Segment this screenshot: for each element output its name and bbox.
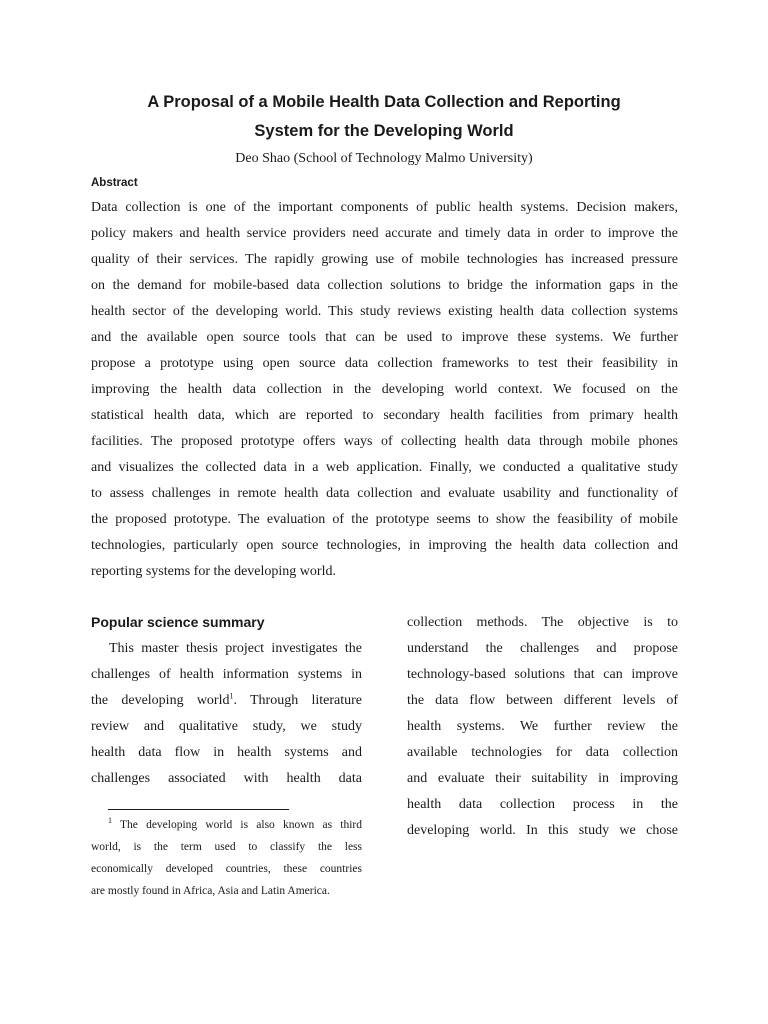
summary-line: challenges associated with health data — [91, 771, 362, 786]
summary-line: health data flow in health systems and — [91, 745, 362, 760]
footnote-text: The developing world is also known as third — [120, 819, 362, 831]
abstract-line: improving the health data collection in the developing world context. We focused on the — [91, 382, 678, 397]
abstract-line: policy makers and health service providers need accurate and timely data in order to improve the — [91, 226, 678, 241]
summary-line: This master thesis project investigates the — [109, 641, 362, 656]
summary-line: challenges of health information systems in — [91, 667, 362, 682]
abstract-line: on the demand for mobile-based data collection solutions to bridge the information gaps in the — [91, 278, 678, 293]
summary-line: developing world. In this study we chose — [407, 823, 678, 838]
abstract-body — [91, 195, 678, 585]
paper-title-line-1: A Proposal of a Mobile Health Data Collection and Reporting — [147, 93, 621, 111]
footnote-line — [91, 814, 362, 836]
abstract-line: the proposed prototype. The evaluation of the prototype seems to show the feasibility of mobile — [91, 512, 678, 527]
summary-line: available technologies for data collection — [407, 745, 678, 760]
summary-line: health systems. We further review the — [407, 719, 678, 734]
summary-line: review and qualitative study, we study — [91, 719, 362, 734]
summary-line: understand the challenges and propose — [407, 641, 678, 656]
summary-line: health data collection process in the — [407, 797, 678, 812]
abstract-line: reporting systems for the developing world. — [91, 564, 336, 579]
abstract-line: technologies, particularly open source technologies, in improving the health data collection and — [91, 538, 678, 553]
popular-summary-heading: Popular science summary — [91, 614, 265, 630]
abstract-heading: Abstract — [91, 177, 138, 189]
summary-line: collection methods. The objective is to — [407, 615, 678, 630]
footnote-line: economically developed countries, these countries — [91, 863, 362, 875]
footnote-divider — [108, 809, 289, 810]
summary-line: technology-based solutions that can improve — [407, 667, 678, 682]
summary-line: and evaluate their suitability in improving — [407, 771, 678, 786]
abstract-line: facilities. The proposed prototype offers ways of collecting health data through mobile phones — [91, 434, 678, 449]
abstract-line: health sector of the developing world. This study reviews existing health data collection systems — [91, 304, 678, 319]
footnote — [91, 814, 362, 902]
abstract-line: quality of their services. The rapidly growing use of mobile technologies has increased pressure — [91, 252, 678, 267]
abstract-line: and visualizes the collected data in a web application. Finally, we conducted a qualitative study — [91, 460, 678, 475]
summary-line: the data flow between different levels of — [407, 693, 678, 708]
footnote-line: world, is the term used to classify the less — [91, 841, 362, 853]
abstract-line: propose a prototype using open source data collection frameworks to test their feasibility in — [91, 356, 678, 371]
footnote-line: are mostly found in Africa, Asia and Latin America. — [91, 885, 330, 897]
summary-text: . Through literature — [233, 693, 362, 708]
paper-title-line-2: System for the Developing World — [254, 122, 514, 140]
footnote-reference: 1 — [229, 691, 234, 701]
summary-left-column — [91, 636, 362, 792]
abstract-line: and the available open source tools that can be used to improve these systems. We further — [91, 330, 678, 345]
abstract-line: to assess challenges in remote health data collection and evaluate usability and functionality of — [91, 486, 678, 501]
abstract-line: Data collection is one of the important components of public health systems. Decision makers, — [91, 200, 678, 215]
summary-line-with-footnote-ref — [91, 688, 362, 714]
summary-text: the developing world — [91, 693, 230, 708]
summary-right-column — [407, 610, 678, 844]
footnote-marker: 1 — [108, 816, 112, 826]
abstract-line: statistical health data, which are reported to secondary health facilities from primary health — [91, 408, 678, 423]
author-affiliation: Deo Shao (School of Technology Malmo University) — [235, 151, 533, 166]
